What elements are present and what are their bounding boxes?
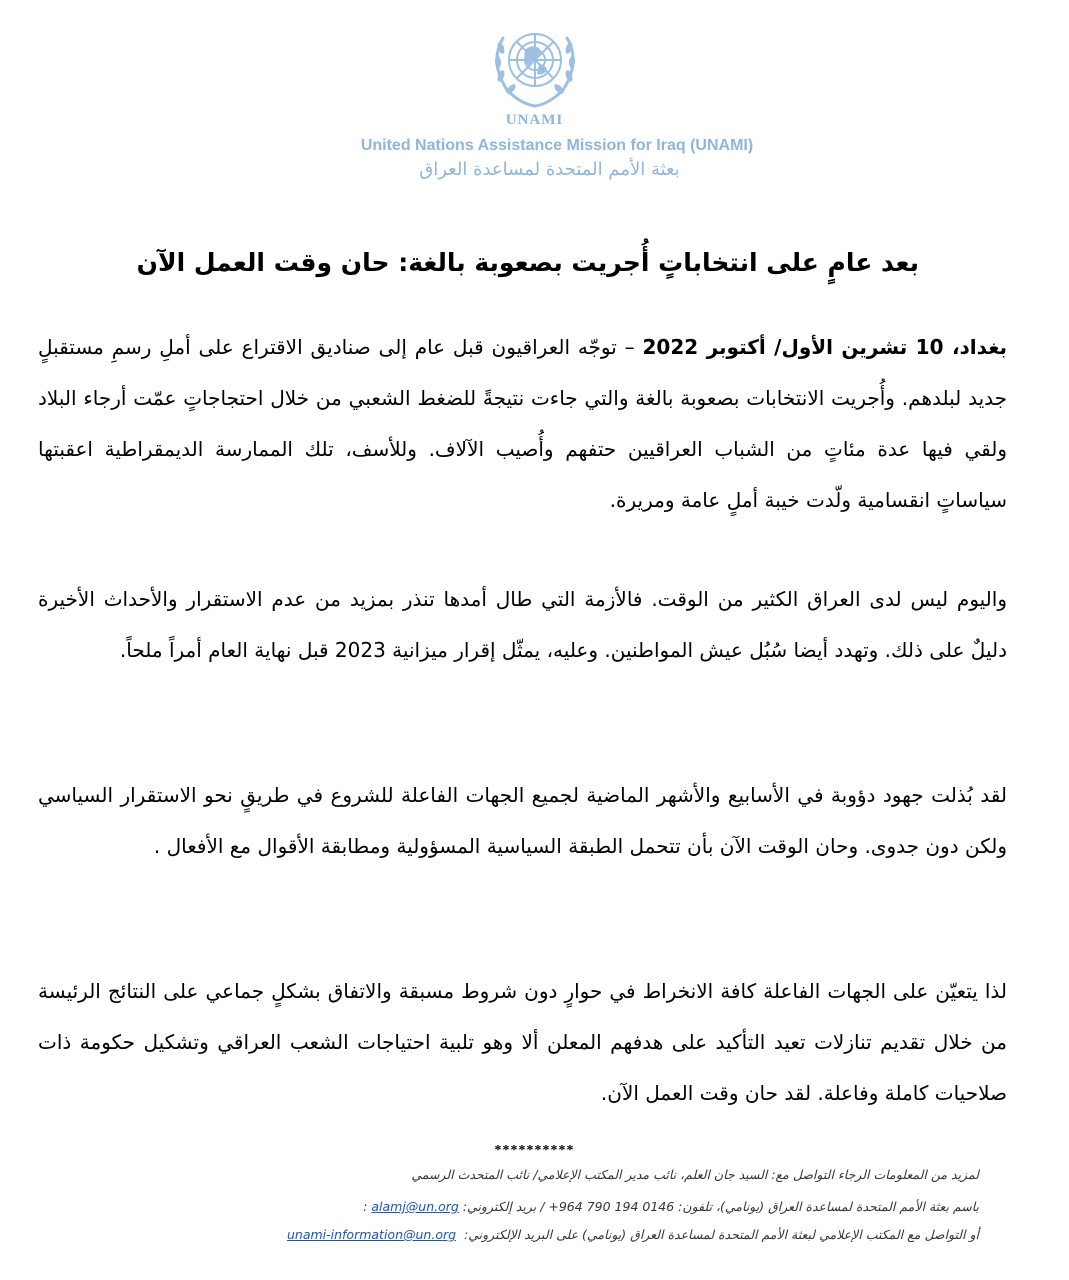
contact-line-3 [40, 1224, 979, 1246]
email-link-unami-information[interactable]: unami-information@un.org [286, 1227, 457, 1242]
dateline: بغداد، 10 تشرين الأول/ أكتوبر 2022 [642, 335, 1008, 359]
paragraph-1-body: – توجّه العراقيون قبل عام إلى صناديق الاقتراع على أملِ رسمِ مستقبلٍ جديد لبلدهم. وأُجريت الانتخابات بصعوبة بالغة والتي جاءت نتيجةً للضغط الشعبي من خلال احتجاجاتٍ عمّت أرجاء البلاد ولقي فيها عدة مئاتٍ من الشباب العراقيين حتفهم وأُصيب الآلاف. وللأسف، تلك الممارسة الديمقراطية اعقبتها سياساتٍ انقسامية ولّدت خيبة أملٍ عامة ومريرة. [38, 335, 1007, 512]
paragraph-3: لقد بُذلت جهود دؤوبة في الأسابيع والأشهر الماضية لجميع الجهات الفاعلة للشروع في طريقٍ نحو الاستقرار السياسي ولكن دون جدوى. وحان الوقت الآن بأن تتحمل الطبقة السياسية المسؤولية ومطابقة الأقوال مع الأفعال . [38, 783, 1007, 858]
contact-line-3-text: أو التواصل مع المكتب الإعلامي لبعثة الأمم المتحدة لمساعدة العراق (يونامي) على البريد الإلكتروني: [464, 1227, 979, 1242]
email-link-alamj[interactable]: alamj@un.org [371, 1199, 459, 1214]
contact-line-2 [40, 1196, 979, 1218]
contact-line-1: لمزيد من المعلومات الرجاء التواصل مع: السيد جان العلم، نائب مدير المكتب الإعلامي/ نائب المتحدث الرسمي [411, 1167, 979, 1182]
un-emblem-icon [479, 18, 591, 114]
paragraph-2: واليوم ليس لدى العراق الكثير من الوقت. فالأزمة التي طال أمدها تنذر بمزيد من عدم الاستقرار والأحداث الأخيرة دليلٌ على ذلك. وتهدد أيضا سُبُل عيش المواطنين. وعليه، يمثّل إقرار ميزانية 2023 قبل نهاية العام أمراً ملحاً. [38, 587, 1007, 662]
unami-acronym: UNAMI [505, 112, 564, 128]
letterhead [0, 18, 1069, 180]
contact-line-2-end: : [363, 1199, 368, 1214]
org-name-english: United Nations Assistance Mission for Iraq (UNAMI) [360, 137, 754, 154]
paragraph-1 [38, 322, 1007, 526]
headline: بعد عامٍ على انتخاباتٍ أُجريت بصعوبة بالغة: حان وقت العمل الآن [136, 248, 919, 277]
separator: ********** [494, 1143, 575, 1158]
contact-line-2-text: باسم بعثة الأمم المتحدة لمساعدة العراق (يونامي)، تلفون: 0146 194 790 964+ / بريد إلكتروني: [462, 1199, 979, 1214]
paragraph-4: لذا يتعيّن على الجهات الفاعلة كافة الانخراط في حوارٍ دون شروط مسبقة والاتفاق بشكلٍ جماعي على النتائج الرئيسة من خلال تقديم تنازلات تعيد التأكيد على هدفهم المعلن ألا وهو تلبية احتياجات الشعب العراقي وتشكيل حكومة ذات صلاحيات كاملة وفاعلة. لقد حان وقت العمل الآن. [38, 979, 1007, 1105]
org-name-arabic: بعثة الأمم المتحدة لمساعدة العراق [419, 159, 680, 180]
